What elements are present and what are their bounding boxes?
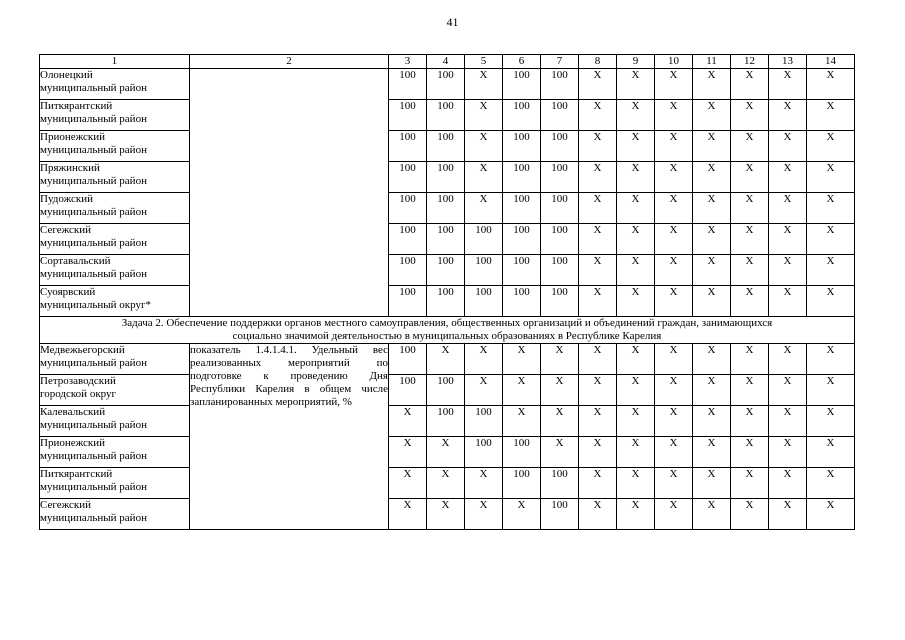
value-cell: X <box>655 69 693 100</box>
municipality-cell <box>40 69 190 100</box>
value-cell: X <box>693 224 731 255</box>
value-cell: X <box>731 286 769 317</box>
municipality-type: муниципальный район <box>40 206 147 218</box>
value-cell: X <box>579 344 617 375</box>
value-cell: X <box>503 344 541 375</box>
value-cell: X <box>769 193 807 224</box>
value-cell: X <box>807 344 855 375</box>
municipality-name: Питкярантский <box>40 468 113 480</box>
value-cell: 100 <box>427 69 465 100</box>
value-cell: X <box>465 162 503 193</box>
municipality-cell <box>40 375 190 406</box>
value-cell: X <box>807 224 855 255</box>
value-cell: X <box>541 375 579 406</box>
municipality-type: муниципальный район <box>40 481 147 493</box>
value-cell: X <box>579 375 617 406</box>
value-cell: X <box>769 406 807 437</box>
column-header: 2 <box>190 55 389 69</box>
column-header: 5 <box>465 55 503 69</box>
municipality-type: муниципальный район <box>40 144 147 156</box>
value-cell: X <box>731 406 769 437</box>
value-cell: X <box>731 468 769 499</box>
value-cell: X <box>617 69 655 100</box>
municipality-type: муниципальный район <box>40 450 147 462</box>
value-cell: X <box>655 193 693 224</box>
value-cell: 100 <box>427 131 465 162</box>
value-cell: X <box>807 499 855 530</box>
value-cell: X <box>465 344 503 375</box>
municipality-type: муниципальный округ* <box>40 299 152 311</box>
value-cell: 100 <box>389 162 427 193</box>
value-cell: X <box>731 224 769 255</box>
table-row <box>40 468 855 499</box>
value-cell: X <box>617 344 655 375</box>
municipality-cell <box>40 193 190 224</box>
value-cell: 100 <box>541 193 579 224</box>
municipality-type: муниципальный район <box>40 175 147 187</box>
value-cell: X <box>693 162 731 193</box>
value-cell: X <box>579 162 617 193</box>
value-cell: 100 <box>541 468 579 499</box>
value-cell: X <box>465 468 503 499</box>
value-cell: X <box>731 344 769 375</box>
value-cell: X <box>731 162 769 193</box>
municipality-type: муниципальный район <box>40 268 147 280</box>
value-cell: X <box>617 468 655 499</box>
value-cell: X <box>731 375 769 406</box>
task-heading <box>40 317 855 344</box>
value-cell: X <box>465 69 503 100</box>
value-cell: X <box>693 69 731 100</box>
indicator-table <box>39 54 855 530</box>
value-cell: X <box>769 499 807 530</box>
municipality-type: городской округ <box>40 388 117 400</box>
value-cell: X <box>617 193 655 224</box>
value-cell: X <box>617 499 655 530</box>
value-cell: X <box>617 255 655 286</box>
municipality-name: Питкярантский <box>40 100 113 112</box>
value-cell: X <box>655 499 693 530</box>
value-cell: 100 <box>389 375 427 406</box>
municipality-cell <box>40 286 190 317</box>
value-cell: 100 <box>465 437 503 468</box>
task-heading-line: Задача 2. Обеспечение поддержки органов местного самоуправления, общественных организаций и объединений граждан, занимающихся <box>121 317 773 329</box>
municipality-cell <box>40 468 190 499</box>
value-cell: X <box>731 193 769 224</box>
value-cell: X <box>617 131 655 162</box>
value-cell: X <box>503 406 541 437</box>
value-cell: 100 <box>503 193 541 224</box>
value-cell: X <box>655 162 693 193</box>
value-cell: X <box>731 437 769 468</box>
municipality-type: муниципальный район <box>40 512 147 524</box>
value-cell: X <box>807 406 855 437</box>
value-cell: X <box>389 406 427 437</box>
value-cell: X <box>465 499 503 530</box>
value-cell: X <box>465 131 503 162</box>
value-cell: 100 <box>541 100 579 131</box>
value-cell: X <box>693 255 731 286</box>
value-cell: 100 <box>503 255 541 286</box>
value-cell: X <box>655 406 693 437</box>
municipality-cell <box>40 437 190 468</box>
municipality-cell <box>40 131 190 162</box>
municipality-type: муниципальный район <box>40 82 147 94</box>
value-cell: X <box>807 69 855 100</box>
value-cell: X <box>617 286 655 317</box>
value-cell: X <box>427 499 465 530</box>
value-cell: X <box>807 100 855 131</box>
table-row <box>40 499 855 530</box>
value-cell: X <box>427 344 465 375</box>
value-cell: 100 <box>465 255 503 286</box>
value-cell: X <box>769 375 807 406</box>
municipality-cell <box>40 406 190 437</box>
value-cell: 100 <box>541 286 579 317</box>
value-cell: X <box>579 69 617 100</box>
value-cell: X <box>655 468 693 499</box>
table-row <box>40 224 855 255</box>
value-cell: 100 <box>465 406 503 437</box>
municipality-name: Сортавальский <box>40 255 111 267</box>
municipality-type: муниципальный район <box>40 113 147 125</box>
table-row <box>40 406 855 437</box>
value-cell: X <box>693 406 731 437</box>
value-cell: X <box>579 499 617 530</box>
municipality-cell <box>40 162 190 193</box>
value-cell: 100 <box>503 131 541 162</box>
value-cell: X <box>769 224 807 255</box>
value-cell: 100 <box>389 255 427 286</box>
value-cell: X <box>655 100 693 131</box>
value-cell: X <box>807 131 855 162</box>
value-cell: 100 <box>541 69 579 100</box>
value-cell: X <box>655 286 693 317</box>
municipality-name: Калевальский <box>40 406 106 418</box>
value-cell: X <box>579 224 617 255</box>
value-cell: 100 <box>503 162 541 193</box>
value-cell: 100 <box>427 286 465 317</box>
indicator-cell-empty <box>190 69 389 317</box>
value-cell: X <box>807 193 855 224</box>
value-cell: 100 <box>427 375 465 406</box>
value-cell: X <box>731 100 769 131</box>
value-cell: X <box>693 193 731 224</box>
table-row <box>40 193 855 224</box>
value-cell: X <box>541 406 579 437</box>
value-cell: X <box>465 193 503 224</box>
value-cell: 100 <box>389 69 427 100</box>
value-cell: X <box>731 131 769 162</box>
value-cell: 100 <box>427 255 465 286</box>
value-cell: X <box>769 344 807 375</box>
value-cell: 100 <box>541 255 579 286</box>
value-cell: X <box>617 100 655 131</box>
table-row <box>40 286 855 317</box>
value-cell: X <box>693 468 731 499</box>
task-heading-line: социально значимой деятельностью в муниципальных образованиях в Республике Карелия <box>232 330 662 342</box>
value-cell: 100 <box>465 224 503 255</box>
value-cell: X <box>655 437 693 468</box>
value-cell: X <box>769 162 807 193</box>
value-cell: X <box>617 375 655 406</box>
value-cell: X <box>769 131 807 162</box>
value-cell: X <box>541 437 579 468</box>
value-cell: X <box>731 255 769 286</box>
value-cell: X <box>807 255 855 286</box>
value-cell: X <box>465 375 503 406</box>
value-cell: X <box>807 162 855 193</box>
value-cell: X <box>693 286 731 317</box>
value-cell: X <box>579 100 617 131</box>
column-header: 11 <box>693 55 731 69</box>
value-cell: X <box>731 69 769 100</box>
value-cell: 100 <box>427 100 465 131</box>
value-cell: X <box>807 437 855 468</box>
value-cell: X <box>769 69 807 100</box>
value-cell: X <box>769 255 807 286</box>
value-cell: X <box>465 100 503 131</box>
municipality-type: муниципальный район <box>40 237 147 249</box>
value-cell: 100 <box>541 162 579 193</box>
value-cell: X <box>579 131 617 162</box>
municipality-name: Сегежский <box>40 224 92 236</box>
table-row <box>40 344 855 375</box>
value-cell: 100 <box>503 69 541 100</box>
value-cell: X <box>807 375 855 406</box>
table-row <box>40 255 855 286</box>
municipality-name: Суоярвский <box>40 286 96 298</box>
municipality-cell <box>40 499 190 530</box>
municipality-name: Пряжинский <box>40 162 100 174</box>
value-cell: X <box>807 286 855 317</box>
value-cell: X <box>693 437 731 468</box>
value-cell: X <box>655 131 693 162</box>
value-cell: X <box>427 468 465 499</box>
municipality-cell <box>40 344 190 375</box>
value-cell: X <box>427 437 465 468</box>
column-header: 8 <box>579 55 617 69</box>
table-row <box>40 375 855 406</box>
value-cell: 100 <box>503 468 541 499</box>
task-row <box>40 317 855 344</box>
value-cell: X <box>769 468 807 499</box>
municipality-name: Олонецкий <box>40 69 93 81</box>
value-cell: 100 <box>541 224 579 255</box>
value-cell: X <box>693 100 731 131</box>
municipality-name: Медвежьегорский <box>40 344 125 356</box>
table-row <box>40 69 855 100</box>
column-header: 4 <box>427 55 465 69</box>
value-cell: 100 <box>541 499 579 530</box>
value-cell: 100 <box>389 131 427 162</box>
value-cell: X <box>693 344 731 375</box>
value-cell: 100 <box>427 406 465 437</box>
value-cell: X <box>503 375 541 406</box>
value-cell: X <box>541 344 579 375</box>
value-cell: 100 <box>427 162 465 193</box>
value-cell: 100 <box>541 131 579 162</box>
value-cell: X <box>389 437 427 468</box>
value-cell: 100 <box>427 193 465 224</box>
table-row <box>40 437 855 468</box>
value-cell: 100 <box>503 437 541 468</box>
value-cell: 100 <box>389 193 427 224</box>
value-cell: X <box>579 468 617 499</box>
header-row <box>40 55 855 69</box>
value-cell: X <box>769 100 807 131</box>
value-cell: X <box>579 286 617 317</box>
column-header: 10 <box>655 55 693 69</box>
value-cell: X <box>579 193 617 224</box>
column-header: 1 <box>40 55 190 69</box>
municipality-name: Прионежский <box>40 437 106 449</box>
value-cell: 100 <box>503 224 541 255</box>
value-cell: 100 <box>389 100 427 131</box>
value-cell: X <box>617 162 655 193</box>
value-cell: 100 <box>389 224 427 255</box>
municipality-name: Пудожский <box>40 193 93 205</box>
value-cell: X <box>655 375 693 406</box>
municipality-name: Петрозаводский <box>40 375 116 387</box>
table-row <box>40 162 855 193</box>
value-cell: X <box>617 224 655 255</box>
value-cell: X <box>579 437 617 468</box>
value-cell: X <box>655 344 693 375</box>
value-cell: 100 <box>427 224 465 255</box>
municipality-name: Прионежский <box>40 131 106 143</box>
municipality-cell <box>40 224 190 255</box>
column-header: 13 <box>769 55 807 69</box>
value-cell: 100 <box>389 344 427 375</box>
value-cell: 100 <box>503 286 541 317</box>
municipality-type: муниципальный район <box>40 419 147 431</box>
value-cell: 100 <box>465 286 503 317</box>
column-header: 9 <box>617 55 655 69</box>
value-cell: X <box>655 255 693 286</box>
column-header: 3 <box>389 55 427 69</box>
municipality-cell <box>40 255 190 286</box>
column-header: 14 <box>807 55 855 69</box>
municipality-cell <box>40 100 190 131</box>
value-cell: X <box>617 437 655 468</box>
value-cell: X <box>769 437 807 468</box>
value-cell: X <box>579 406 617 437</box>
column-header: 12 <box>731 55 769 69</box>
value-cell: X <box>807 468 855 499</box>
value-cell: X <box>731 499 769 530</box>
table-row <box>40 100 855 131</box>
value-cell: X <box>655 224 693 255</box>
value-cell: X <box>693 131 731 162</box>
value-cell: X <box>389 499 427 530</box>
value-cell: X <box>389 468 427 499</box>
column-header: 6 <box>503 55 541 69</box>
value-cell: 100 <box>503 100 541 131</box>
municipality-type: муниципальный район <box>40 357 147 369</box>
value-cell: X <box>693 375 731 406</box>
value-cell: X <box>693 499 731 530</box>
table-row <box>40 131 855 162</box>
value-cell: 100 <box>389 286 427 317</box>
value-cell: X <box>579 255 617 286</box>
value-cell: X <box>769 286 807 317</box>
value-cell: X <box>503 499 541 530</box>
value-cell: X <box>617 406 655 437</box>
page-number: 41 <box>446 15 459 29</box>
column-header: 7 <box>541 55 579 69</box>
municipality-name: Сегежский <box>40 499 92 511</box>
indicator-description: показатель 1.4.1.4.1. Удельный вес реализованных мероприятий по подготовке к проведению Дня Республики Карелия в общем числе запланированных мероприятий, % <box>190 344 389 530</box>
